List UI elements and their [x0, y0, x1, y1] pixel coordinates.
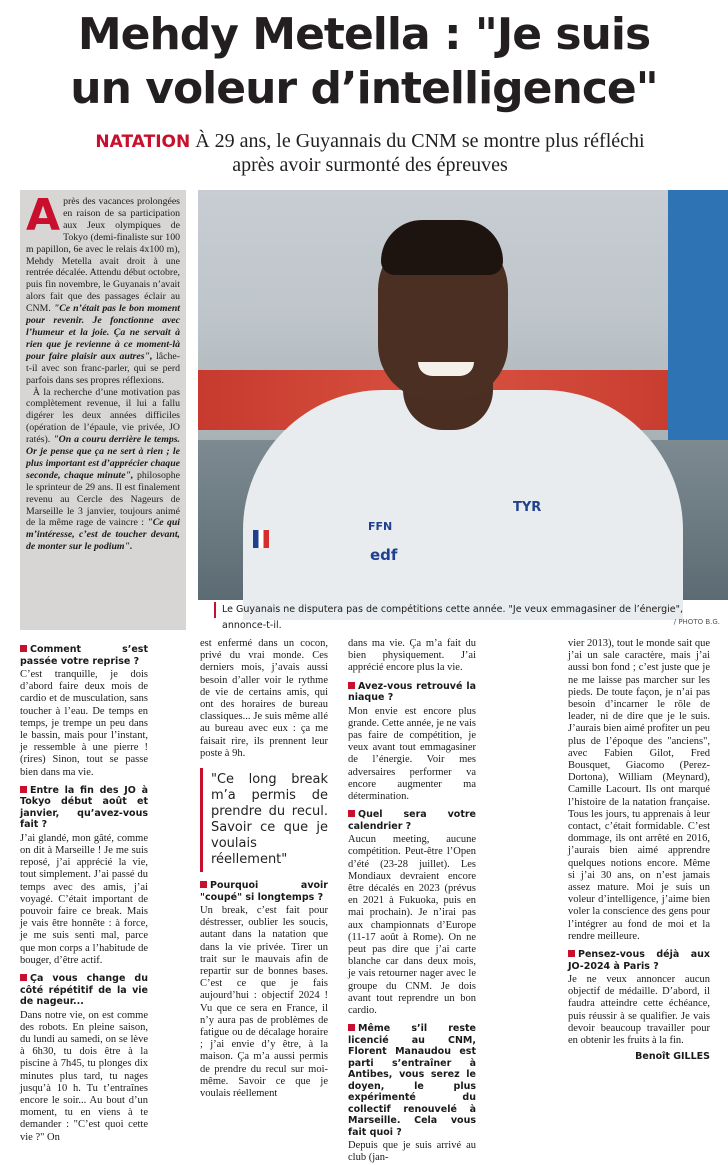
bullet-square-icon — [200, 881, 207, 888]
headline — [0, 8, 728, 116]
smile — [418, 362, 474, 376]
question-6: Quel sera votre calendrier ? — [348, 809, 476, 832]
hair — [381, 220, 503, 275]
ffn-logo: FFN — [368, 520, 393, 533]
question-2: Entre la fin des JO à Tokyo début août et janvier, qu’avez-vous fait ? — [20, 784, 148, 831]
headline-line-1: Mehdy Metella : "Je suis — [77, 9, 651, 60]
bullet-square-icon — [348, 1024, 355, 1031]
tyr-logo: TYR — [513, 500, 542, 515]
bullet-square-icon — [20, 974, 27, 981]
answer-4-cont: dans ma vie. Ça m’a fait du bien physiquement. J’ai apprécié encore plus la vie. — [348, 638, 476, 674]
answer-8: Je ne veux annoncer aucun objectif de médaille. D’abord, il faudra atteindre cette échéance, puis réussir à se qualifier. Je vais devoir beaucoup travailler pour en obtenir les fruits à la fin. — [568, 974, 710, 1047]
column-3 — [348, 638, 476, 1164]
bullet-square-icon — [348, 810, 355, 817]
edf-logo: edf — [370, 546, 398, 564]
intro-p2-quote: "On a couru derrière le temps. Or je pense que ça ne sert à rien ; le plus important est d’apprécier chaque seconde, chaque minute", — [26, 434, 181, 481]
subhead-text-1: À 29 ans, le Guyannais du CNM se montre plus réfléchi — [195, 130, 645, 152]
answer-7: Depuis que je suis arrivé au club (jan- — [348, 1140, 476, 1164]
bullet-square-icon — [20, 786, 27, 793]
bullet-square-icon — [20, 645, 27, 652]
answer-6: Aucun meeting, aucune compétition. Peut-être l’Open d’été (23-28 juillet). Les Mondiaux devraient encore être décalés en 2023 (prévus en 2021 à Fukuoka, puis en mai prochain). Je n’irai pas aux championnats d’Europe (11-17 août à Rome). On ne peut pas dire que j’ai carte blanche car dans deux mois, je vais retourner nager avec le groupe du CNM. Je dois avant tout reprendre un bon cardio. — [348, 834, 476, 1017]
pull-quote: "Ce long break m’a permis de prendre du recul. Savoir ce que je voulais réellement" — [200, 768, 328, 872]
drop-cap: A — [26, 190, 61, 241]
intro-p1-quote: "Ce n’était pas le bon moment pour revenir. Je fonctionne avec l’humeur et la joie. Ça ne servait à rien que je revienne à ce moment-là pour faire plaisir aux autres", — [26, 303, 180, 362]
column-2 — [200, 638, 328, 1100]
answer-4: Un break, c’est fait pour déstresser, oublier les soucis, autant dans la natation que dans la vie privée. Tirer un trait sur le mauvais afin de repartir sur de bonnes bases. C’est ce que je fais aujourd’hui : objectif 2024 ! Vu que ce sera en France, il n’y aura pas de problèmes de fatigue ou de décalage horaire ; j’ai envie d’y être, à la maison. Ça m’a aussi permis de prendre du recul sur moi-même. Savoir ce que je voulais réellement — [200, 905, 328, 1100]
french-flag-icon — [253, 530, 269, 548]
photo-credit: / PHOTO B.G. — [673, 618, 720, 626]
question-5: Avez-vous retrouvé la niaque ? — [348, 680, 476, 704]
headline-line-2: un voleur d’intelligence" — [70, 63, 658, 114]
answer-7-cont: vier 2013), tout le monde sait que j’ai un sale caractère, mais j’ai aussi bon fond ; c’est juste que je ne me laisse pas marcher sur les pieds. De toute façon, je n’ai pas besoin d’incarner le rôle de leader, ni de dire que je le suis. J’aurais bien aimé profiter un peu plus de l’époque des "anciens", avec Fabien Gilot, Fred Bousquet, Giacomo (Perez-Dortona), William (Meynard), Camille Lacourt. Ils ont marqué l’histoire de la natation française. Tous les jours, tu apprenais à leur contact, c’était formidable. C’est dommage, ils ont arrêté en 2016, j’aurais bien aimé apprendre quelques notions encore. Même si j’ai 30 ans, on n’est jamais assez mature. Moi je suis un voleur d’intelligence, j’aime bien voler la conscience des gens pour l’intégrer au fond de moi et la rendre meilleure. — [568, 638, 710, 942]
subhead — [60, 130, 680, 177]
question-4: Pourquoi avoir "coupé" si longtemps ? — [200, 880, 328, 903]
answer-2: J’ai glandé, mon gâté, comme on dit à Marseille ! Je me suis reposé, j’ai apprécié la vie, tout simplement. J’ai passé du temps avec des amis, j’ai voyagé. C’était important de pouvoir faire ce break. Mais je vais être honnête : à force, je me suis senti mal, parce que mon corps a l’habitude de bouger, d’être actif. — [20, 832, 148, 966]
question-1: Comment s’est passée votre reprise ? — [20, 644, 148, 667]
intro-p1-start: près des vacances prolongées en raison de sa participation aux Jeux olympiques de Tokyo (demi-finaliste sur 100 m papillon, 6e avec le relais 4x100 m), Mehdy Metella avait droit à une rentrée décalée. Attendu début octobre, puis fin novembre, le Guyanais n’avait alors fait que des passages éclair au CNM. — [26, 196, 180, 315]
answer-3-cont: est enfermé dans un cocon, privé du vrai monde. Ces derniers mois, j’avais aussi besoin d’aller voir le rythme de vie de certains amis, qui ont des horaires de bureau classiques... Je suis même allé au bureau avec eux : ça me faisait rire, ils prennent leur poste à 9h. — [200, 638, 328, 759]
intro-p2-quote-2: "Ce qui m’intéresse, c’est de toucher devant, de monter sur le podium". — [26, 517, 181, 553]
question-7: Même s’il reste licencié au CNM, Florent Manaudou est parti s’entraîner à Antibes, vous serez le doyen, le plus expérimenté du collectif renouvelé à Marseille. Cela vous fait quoi ? — [348, 1023, 476, 1138]
question-3: Ça vous change du côté répétitif de la vie de nageur... — [20, 973, 148, 1008]
bullet-square-icon — [568, 950, 575, 957]
intro-p1-end: lâche-t-il avec son franc-parler, qui se perd parfois dans ses propres réflexions. — [26, 350, 180, 386]
author-signature: Benoît GILLES — [635, 1051, 710, 1063]
answer-3: Dans notre vie, on est comme des robots. En pleine saison, du lundi au samedi, on se lève à 6h30, tu dois être à la piscine à 7h45, tu plonges dix minutes plus tard, tu nages jusqu’à 10 h. Tu t’entraînes encore le soir... Au bout d’un moment, tu en viens à te demander : "C’est quoi cette vie ?" On — [20, 1009, 148, 1143]
subhead-text-2: après avoir surmonté des épreuves — [232, 154, 508, 176]
question-8: Pensez-vous déjà aux JO-2024 à Paris ? — [568, 949, 710, 972]
intro-p2-start: À la recherche d’une motivation pas complètement revenue, il lui a fallu digérer les deux années difficiles (opération de l’épaule, vie privée, JO ratés). — [26, 386, 180, 446]
answer-1: C’est tranquille, je dois d’abord faire deux mois de cardio et de musculation, sans toucher à l’eau. De temps en temps, je trempe un peu dans le bassin, mais pour l’instant, je ressemble à une pierre ! (rires) Sinon, tout se passe bien dans ma vie. — [20, 669, 148, 778]
intro-p2-end: philosophe le sprinteur de 29 ans. Il est finalement revenu au Cercle des Nageurs de Marseille le 3 janvier, toujours animé de la même rage de vaincre : — [26, 469, 180, 529]
photo-caption: Le Guyanais ne disputera pas de compétitions cette année. "Je veux emmagasiner de l’énergie", annonce-t-il. — [214, 602, 728, 618]
column-1 — [20, 638, 148, 1143]
answer-5: Mon envie est encore plus grande. Cette année, je ne vais pas faire de compétition, je veux avant tout emmagasiner de l’énergie. Voir mes adversaires performer va encore augmenter ma détermination. — [348, 705, 476, 803]
bullet-square-icon — [348, 682, 355, 689]
intro-box — [20, 190, 186, 630]
rubric-label: NATATION — [95, 132, 191, 152]
column-4 — [568, 638, 710, 1063]
swimmer-photo — [198, 190, 728, 600]
